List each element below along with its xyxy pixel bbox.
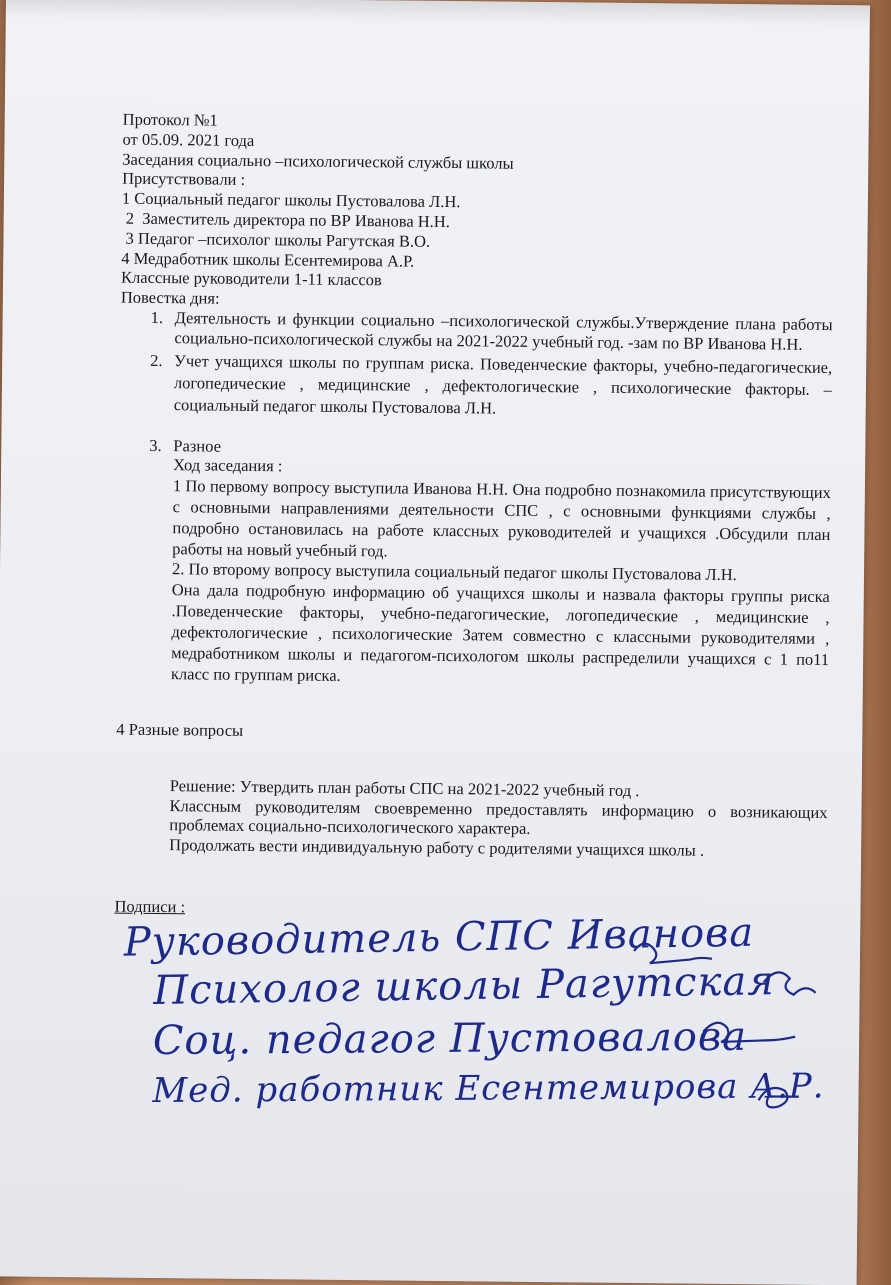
protocol-date: от 05.09. 2021 года	[122, 129, 255, 150]
signature-line-1: Руководитель СПС Иванова	[123, 909, 755, 966]
agenda-item-number: 2.	[150, 350, 163, 370]
signature-line-2: Психолог школы Рагутская	[152, 958, 776, 1014]
agenda-item-text: Учет учащихся школы по группам риска. Поведенческие факторы, учебно-педагогические, логопедические , медицинские , дефектологические , психологические факторы. –социальный педагог школы Пустовалова Л.Н.	[173, 350, 833, 418]
meeting-title: Заседания социально –психологической службы школы	[122, 149, 514, 173]
attendee-item: 1 Социальный педагог школы Пустовалова Л.Н.	[121, 188, 461, 212]
decision-3: Продолжать вести индивидуальную работу с родителями учащихся школы .	[169, 835, 705, 860]
proceedings-section	[171, 456, 831, 691]
attendee-item: Классные руководители 1-11 классов	[120, 267, 382, 290]
protocol-document	[114, 110, 834, 924]
agenda-item-number: 1.	[150, 307, 164, 328]
attendee-item: 3 Педагог –психолог школы Рагутская В.О.	[121, 228, 431, 251]
signature-line-3: Соц. педагог Пустовалова	[152, 1013, 748, 1064]
agenda-item-text: Разное	[173, 435, 222, 456]
agenda-item-number: 3.	[149, 435, 162, 455]
signatures-label: Подписи :	[114, 896, 186, 917]
agenda-item	[150, 308, 832, 355]
decision-section	[169, 776, 828, 862]
signature-block	[112, 909, 834, 1124]
protocol-title: Протокол №1	[122, 109, 218, 130]
misc-questions: 4 Разные вопросы	[116, 719, 244, 740]
proceedings-paragraph-1: 1 По первому вопросу выступила Иванова Н.Н. Она подробно познакомила присутствующих с основными направлениями деятельности СПС , с основными функциями службы , подробно остановилась на работе классных руководителей и учащихся .Обсудили план работы на новый учебный год.	[172, 476, 831, 561]
attendee-item: 4 Медработник школы Есентемирова А.Р.	[121, 248, 415, 271]
agenda-item	[150, 349, 833, 422]
signature-line-4: Мед. работник Есентемирова А.Р.	[152, 1066, 825, 1111]
proceedings-label: Ход заседания :	[173, 455, 283, 476]
proceedings-paragraph-2: Она дала подробную информацию об учащихся школы и назвала факторы группы риска .Поведенческие факторы, учебно-педагогические, логопедические , медицинские , дефектологические , психологические Затем совместно с классными руководителями , медработником школы и педагогом-психологом школы распределили учащихся с 1 по11 класс по группам риска.	[170, 580, 830, 685]
proceedings-paragraph-2-head: 2. По второму вопросу выступила социальный педагог школы Пустовалова Л.Н.	[171, 559, 737, 585]
handwritten-signatures	[112, 909, 834, 1124]
attendee-item: 2 Заместитель директора по ВР Иванова Н.Н.	[121, 208, 451, 232]
decision-1: Решение: Утвердить план работы СПС на 2021-2022 учебный год .	[169, 775, 640, 800]
decision-2: Классным руководителям своевременно предоставлять информацию о возникающих проблемах социально-психологического характера.	[169, 795, 828, 839]
agenda-item-text: Деятельность и функции социально –психологической службы.Утверждение плана работы социально-психологической службы на 2021-2022 учебный год. -зам по ВР Иванова Н.Н.	[174, 308, 833, 354]
present-label: Присутствовали :	[122, 168, 246, 190]
agenda-label: Повестка дня:	[120, 287, 220, 308]
